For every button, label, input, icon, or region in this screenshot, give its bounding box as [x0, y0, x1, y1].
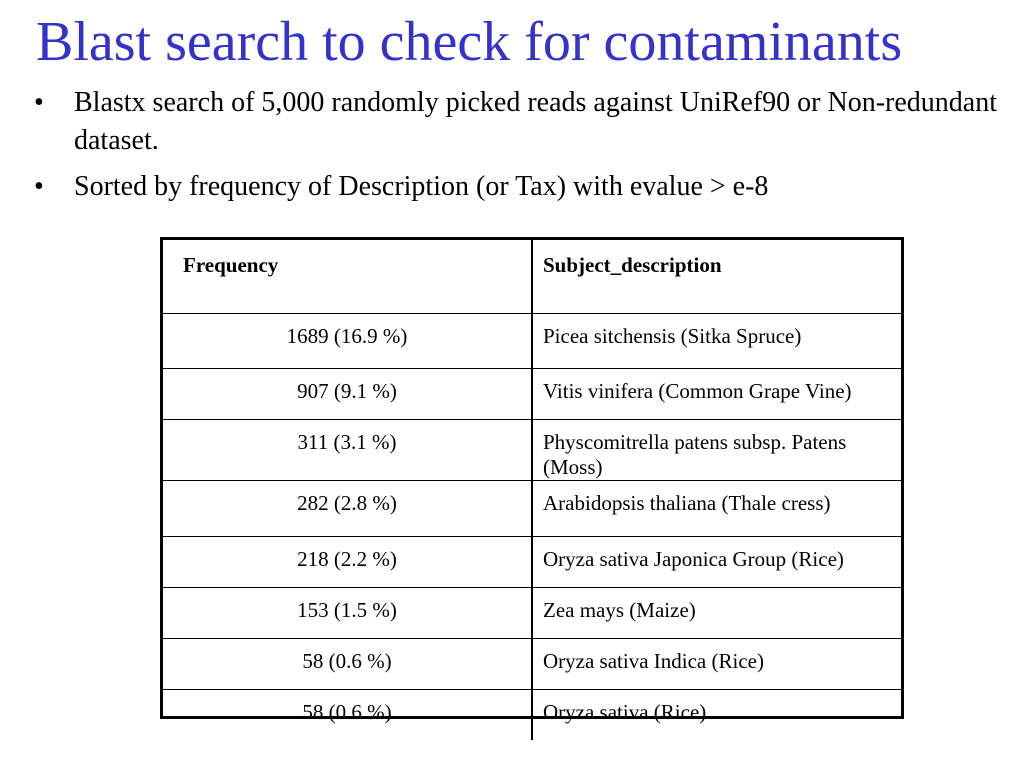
table-row [163, 369, 901, 420]
frequency-cell: 1689 (16.9 %) [163, 314, 532, 369]
frequency-cell: 311 (3.1 %) [163, 420, 532, 481]
table-row [163, 481, 901, 537]
frequency-cell: 58 (0.6 %) [163, 639, 532, 690]
bullet-item [34, 84, 1009, 160]
description-cell: Oryza sativa Indica (Rice) [532, 639, 901, 690]
table-row [163, 420, 901, 481]
slide-title: Blast search to check for contaminants [36, 11, 903, 73]
table-row [163, 690, 901, 741]
description-cell: Oryza sativa (Rice) [532, 690, 901, 741]
description-cell: Picea sitchensis (Sitka Spruce) [532, 314, 901, 369]
frequency-table [163, 240, 901, 740]
description-cell: Zea mays (Maize) [532, 588, 901, 639]
table-row [163, 639, 901, 690]
frequency-cell: 282 (2.8 %) [163, 481, 532, 537]
bullet-marker: • [34, 171, 44, 202]
bullet-marker: • [34, 87, 44, 118]
bullet-text: Blastx search of 5,000 randomly picked reads against UniRef90 or Non-redundant dataset. [74, 87, 997, 156]
frequency-table-frame [160, 237, 904, 724]
header-frequency: Frequency [163, 240, 532, 314]
description-cell: Vitis vinifera (Common Grape Vine) [532, 369, 901, 420]
table-row [163, 314, 901, 369]
bullet-list [34, 84, 1009, 214]
description-cell: Oryza sativa Japonica Group (Rice) [532, 537, 901, 588]
bullet-item [34, 168, 1009, 206]
header-subject-description: Subject_description [532, 240, 901, 314]
frequency-cell: 907 (9.1 %) [163, 369, 532, 420]
table-header-row [163, 240, 901, 314]
description-cell: Physcomitrella patens subsp. Patens (Moss) [532, 420, 901, 481]
frequency-cell: 58 (0.6 %) [163, 690, 532, 741]
frequency-cell: 153 (1.5 %) [163, 588, 532, 639]
table-row [163, 588, 901, 639]
description-cell: Arabidopsis thaliana (Thale cress) [532, 481, 901, 537]
table-row [163, 537, 901, 588]
bullet-text: Sorted by frequency of Description (or Tax) with evalue > e-8 [74, 171, 769, 202]
frequency-cell: 218 (2.2 %) [163, 537, 532, 588]
